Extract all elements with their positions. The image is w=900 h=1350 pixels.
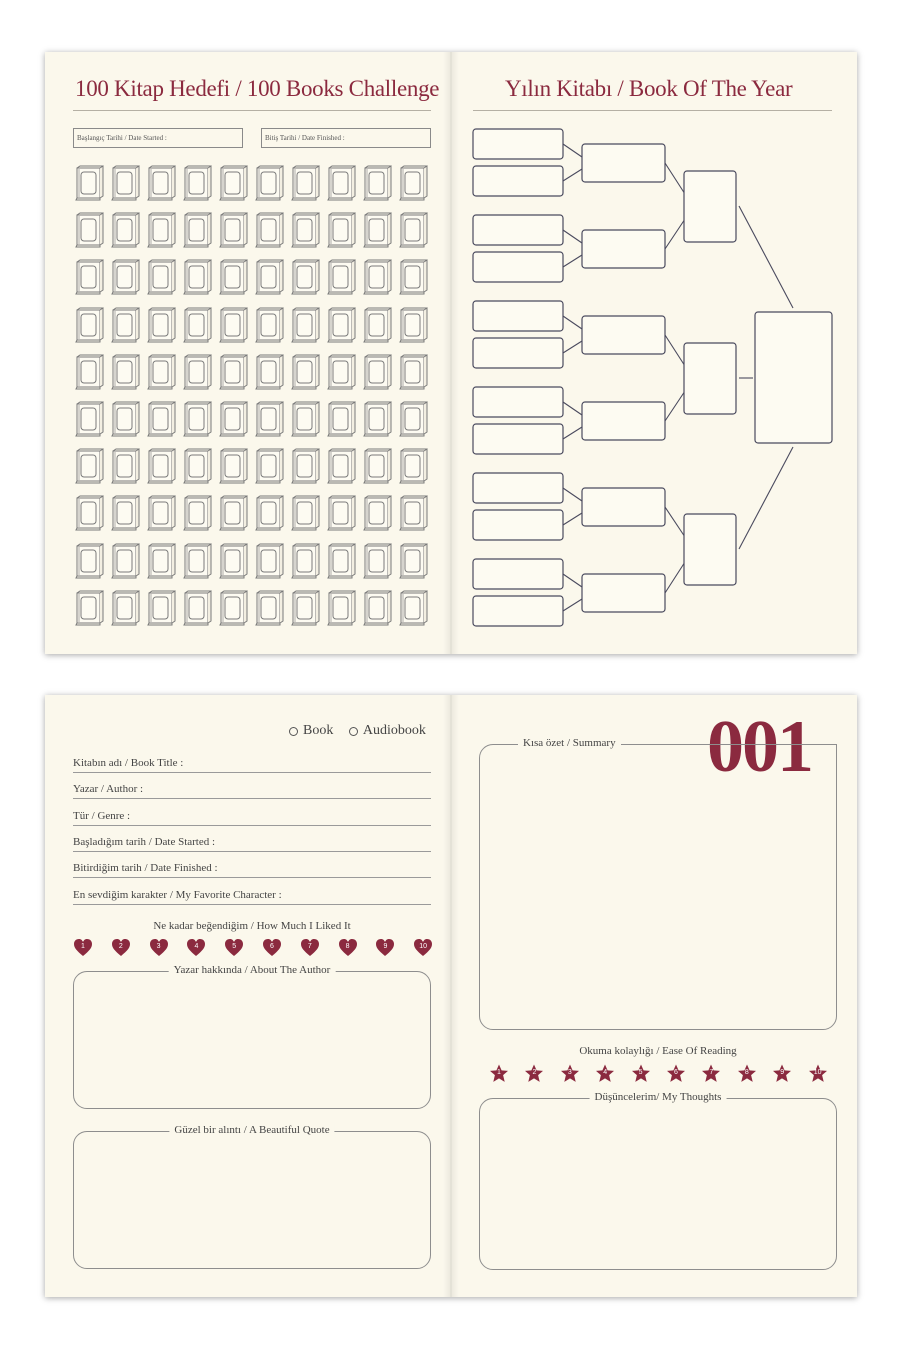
bracket-slot-round1[interactable] [473, 129, 563, 159]
bracket-slot-round1[interactable] [473, 166, 563, 196]
bracket-connector [563, 316, 582, 329]
rating-number: 3 [156, 943, 161, 950]
bracket-slot-round1[interactable] [473, 252, 563, 282]
star-icon[interactable] [808, 1064, 828, 1083]
field-genre[interactable] [73, 810, 431, 826]
bracket-connector [665, 564, 684, 594]
bracket-slot-round2[interactable] [582, 316, 665, 354]
bracket-connector [563, 427, 582, 439]
bracket-slot-round1[interactable] [473, 301, 563, 331]
radio-circle-icon[interactable] [289, 727, 298, 736]
bracket-slot-round3[interactable] [684, 171, 736, 242]
bracket-connector [563, 230, 582, 243]
entry-number: 001 [707, 706, 812, 788]
field-author[interactable] [73, 783, 431, 799]
ease-label: Okuma kolaylığı / Ease Of Reading [579, 1045, 737, 1057]
bracket-connector [665, 221, 684, 250]
star-icon[interactable] [666, 1064, 686, 1083]
ease-rating-row [489, 1064, 829, 1084]
bracket-connector [665, 335, 684, 365]
rating-number: 6 [270, 943, 274, 950]
star-icon[interactable] [489, 1064, 509, 1083]
rating-number: 5 [232, 943, 237, 950]
summary-label: Kısa özet / Summary [518, 737, 621, 749]
liked-label: Ne kadar beğendiğim / How Much I Liked It [153, 920, 351, 932]
bracket-connector [563, 599, 582, 611]
field-label: Yazar / Author : [73, 783, 144, 795]
date-finished-label: Bitiş Tarihi / Date Finished : [265, 134, 345, 142]
rating-number: 1 [81, 943, 85, 950]
star-icon[interactable] [701, 1064, 721, 1083]
star-icon[interactable] [524, 1064, 544, 1083]
bracket-slot-round2[interactable] [582, 230, 665, 268]
bottom-spread [45, 695, 857, 1297]
field-label: Başladığım tarih / Date Started : [73, 836, 216, 848]
format-options [289, 723, 438, 741]
bracket-slot-round1[interactable] [473, 424, 563, 454]
bracket-slot-round1[interactable] [473, 215, 563, 245]
format-option-book[interactable] [289, 723, 333, 739]
heart-icon[interactable] [338, 938, 358, 957]
rating-number: 1 [497, 1069, 501, 1076]
rating-number: 7 [709, 1069, 714, 1076]
bracket-slot-round1[interactable] [473, 510, 563, 540]
summary-panel[interactable] [479, 737, 837, 1030]
heart-icon[interactable] [149, 938, 169, 957]
bracket-connector [665, 163, 684, 193]
rating-number: 10 [419, 943, 428, 950]
tournament-bracket [45, 52, 857, 654]
field-date-finished[interactable] [73, 862, 431, 878]
page-gutter-bottom [443, 695, 459, 1297]
bracket-connector [665, 393, 684, 422]
heart-icon[interactable] [186, 938, 206, 957]
bracket-connector [665, 507, 684, 536]
bracket-connector [563, 255, 582, 267]
bracket-slot-round1[interactable] [473, 596, 563, 626]
bracket-slot-winner[interactable] [755, 312, 832, 443]
field-favorite-character[interactable] [73, 889, 431, 905]
rating-number: 4 [194, 943, 199, 950]
rating-number: 7 [307, 943, 312, 950]
heart-icon[interactable] [375, 938, 395, 957]
format-option-audiobook[interactable] [349, 723, 426, 739]
field-label: Tür / Genre : [73, 810, 131, 822]
bracket-connector [739, 206, 793, 308]
star-icon[interactable] [560, 1064, 580, 1083]
book-of-year-title: Yılın Kitabı / Book Of The Year [505, 76, 793, 101]
thoughts-panel[interactable] [479, 1091, 837, 1270]
rating-number: 9 [383, 943, 388, 950]
rating-number: 9 [780, 1069, 785, 1076]
rating-number: 8 [744, 1069, 749, 1076]
rating-number: 6 [674, 1069, 678, 1076]
bracket-slot-round3[interactable] [684, 514, 736, 585]
bracket-slot-round1[interactable] [473, 387, 563, 417]
bracket-connector [563, 488, 582, 501]
bracket-connector [563, 144, 582, 157]
format-option-label: Audiobook [362, 723, 426, 738]
bracket-slot-round2[interactable] [582, 402, 665, 440]
format-option-label: Book [303, 723, 334, 738]
heart-icon[interactable] [224, 938, 244, 957]
rating-number: 5 [638, 1069, 643, 1076]
radio-circle-icon[interactable] [349, 727, 358, 736]
bracket-connector [563, 513, 582, 525]
about-author-label: Yazar hakkında / About The Author [169, 964, 336, 976]
bracket-slot-round2[interactable] [582, 488, 665, 526]
heart-icon[interactable] [300, 938, 320, 957]
star-icon[interactable] [737, 1064, 757, 1083]
bracket-slot-round1[interactable] [473, 338, 563, 368]
star-icon[interactable] [772, 1064, 792, 1083]
star-icon[interactable] [595, 1064, 615, 1083]
bracket-connector [563, 341, 582, 353]
rating-number: 2 [118, 943, 123, 950]
about-author-panel[interactable] [73, 964, 431, 1109]
field-date-started[interactable] [73, 836, 431, 852]
heart-icon[interactable] [262, 938, 282, 957]
heart-icon[interactable] [413, 938, 433, 957]
bracket-connector [563, 169, 582, 181]
date-started-label: Başlangıç Tarihi / Date Started : [77, 134, 167, 142]
heart-icon[interactable] [73, 938, 93, 957]
liked-rating-row [73, 938, 433, 958]
bracket-slot-round2[interactable] [582, 144, 665, 182]
thoughts-label: Düşüncelerim/ My Thoughts [590, 1091, 727, 1103]
bracket-slot-round2[interactable] [582, 574, 665, 612]
bracket-connector [739, 447, 793, 549]
field-book-title[interactable] [73, 757, 431, 773]
bracket-slot-round1[interactable] [473, 559, 563, 589]
field-label: Kitabın adı / Book Title : [73, 757, 184, 769]
heart-icon[interactable] [111, 938, 131, 957]
quote-panel[interactable] [73, 1124, 431, 1269]
top-spread [45, 52, 857, 654]
field-label: En sevdiğim karakter / My Favorite Character : [73, 889, 282, 901]
field-label: Bitirdiğim tarih / Date Finished : [73, 862, 218, 874]
star-icon[interactable] [631, 1064, 651, 1083]
rating-number: 3 [567, 1069, 572, 1076]
challenge-title: 100 Kitap Hedefi / 100 Books Challenge [75, 76, 440, 101]
rating-number: 4 [603, 1069, 608, 1076]
rating-number: 10 [813, 1069, 822, 1076]
rating-number: 8 [345, 943, 350, 950]
bracket-connector [563, 402, 582, 415]
quote-label: Güzel bir alıntı / A Beautiful Quote [169, 1124, 334, 1136]
bracket-slot-round1[interactable] [473, 473, 563, 503]
bracket-slot-round3[interactable] [684, 343, 736, 414]
bracket-connector [563, 574, 582, 587]
rating-number: 2 [532, 1069, 537, 1076]
